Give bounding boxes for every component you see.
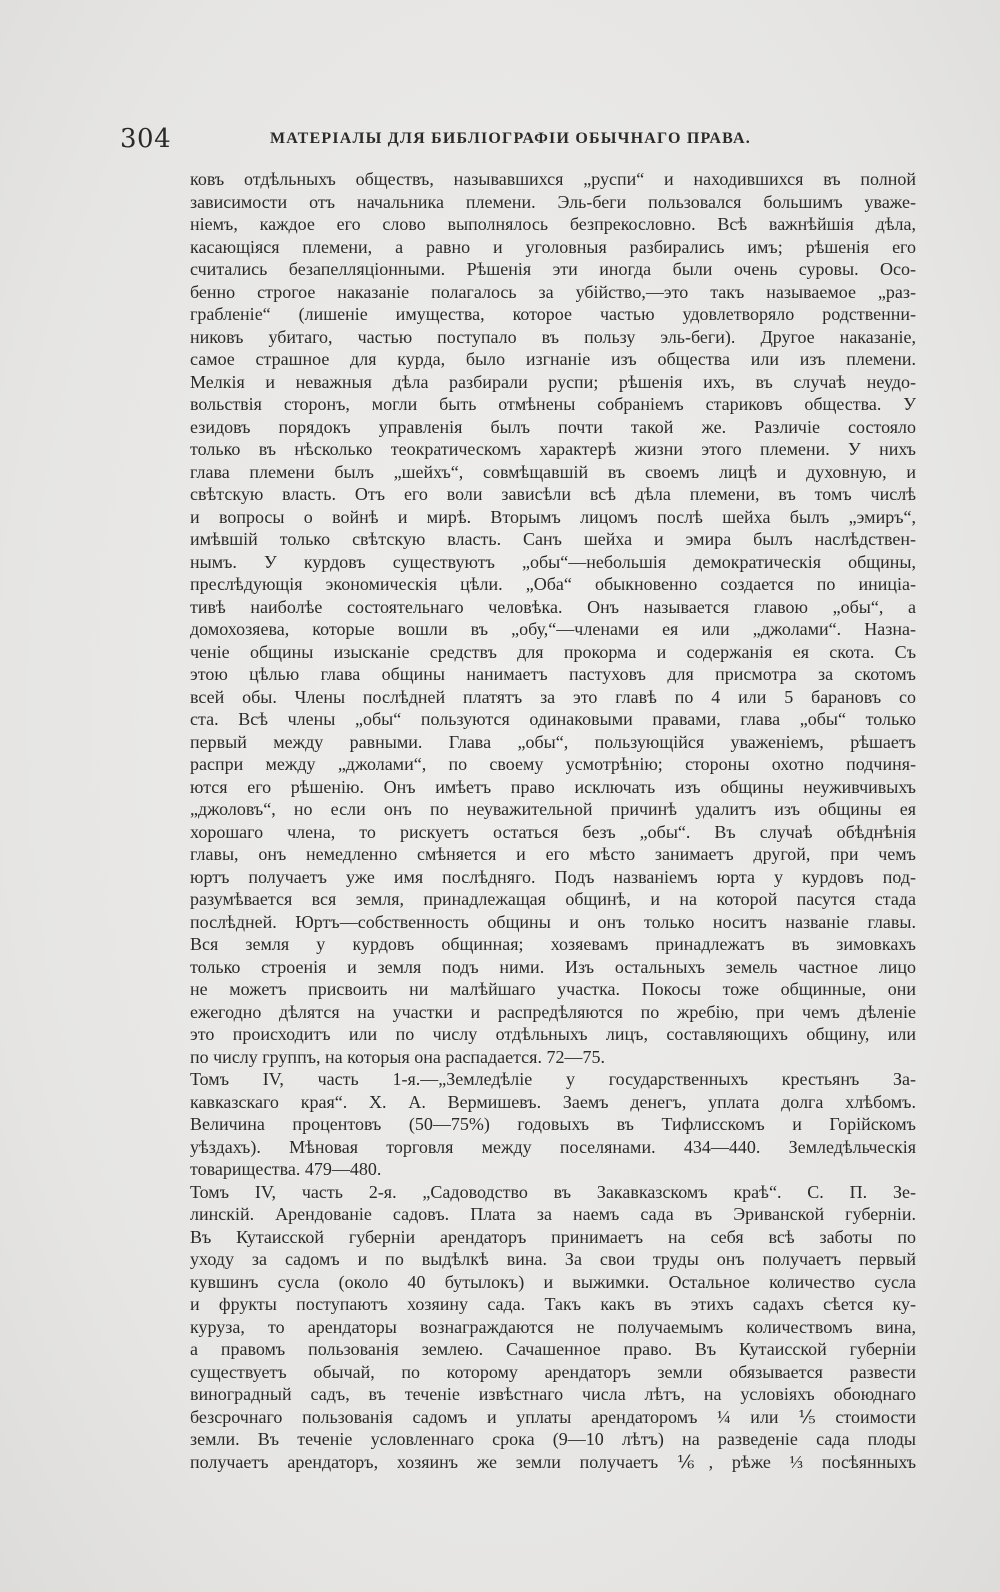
text-line: ніемъ, каждое его слово выполнялось безпрекословно. Всѣ важнѣйшія дѣла,	[190, 214, 916, 234]
text-line: свѣтскую власть. Отъ его воли зависѣли всѣ дѣла племени, въ томъ числѣ	[190, 484, 916, 504]
text-line: самое страшное для курда, было изгнаніе изъ общества или изъ племени.	[190, 349, 916, 369]
text-line: езидовъ порядокъ управленія былъ почти такой же. Различіе состояло	[190, 416, 916, 437]
text-line: Величина процентовъ (50—75%) годовыхъ въ Тифлисскомъ и Горійскомъ	[190, 1114, 916, 1134]
text-line: тивѣ наиболѣе состоятельнаго человѣка. Онъ называется главою „обы“, а	[190, 596, 916, 617]
text-line: касающіяся племени, а равно и уголовныя разбирались имъ; рѣшенія его	[190, 236, 916, 257]
text-line: преслѣдующія экономическія цѣли. „Оба“ обыкновенно создается по иниціа-	[190, 574, 916, 594]
text-line: по числу группъ, на которыя она распадается. 72—75.	[190, 1046, 605, 1067]
text-line: разумѣвается вся земля, принадлежащая общинѣ, и на которой пасутся стада	[190, 889, 916, 909]
text-line: грабленіе“ (лишеніе имущества, которое частью удовлетворяло родственни-	[190, 304, 916, 324]
text-line: послѣдней. Юртъ—собственность общины и онъ только носитъ названіе главы.	[190, 911, 916, 932]
text-line: первый между равными. Глава „обы“, пользующійся уваженіемъ, рѣшаетъ	[190, 731, 916, 752]
text-line: кавказскаго края“. Х. А. Вермишевъ. Заемъ денегъ, уплата долга хлѣбомъ.	[190, 1091, 916, 1112]
text-line: существуетъ обычай, по которому арендаторъ земли обязывается развести	[190, 1361, 916, 1382]
text-line: Томъ IV, часть 1-я.—„Земледѣліе у государственныхъ крестьянъ За-	[190, 1069, 916, 1089]
text-line: куруза, то арендаторы вознаграждаются не получаемымъ количествомъ вина,	[190, 1316, 916, 1337]
text-line: виноградный садъ, въ теченіе извѣстнаго числа лѣтъ, на условіяхъ обоюднаго	[190, 1384, 916, 1404]
text-line: глава племени былъ „шейхъ“, совмѣщавшій въ своемъ лицѣ и духовную, и	[190, 461, 916, 482]
text-line: и фрукты поступаютъ хозяину сада. Такъ какъ въ этихъ садахъ сѣется ку-	[190, 1294, 916, 1314]
text-line: ежегодно дѣлятся на участки и распредѣляются по жребію, при чемъ дѣленіе	[190, 1001, 916, 1022]
text-line: только въ нѣсколько теократическомъ характерѣ жизни этого племени. У нихъ	[190, 439, 916, 459]
text-line: не можетъ присвоить ни малѣйшаго участка. Покосы тоже общинные, они	[190, 979, 916, 999]
text-line: имѣвшій только свѣтскую власть. Санъ шейха и эмира былъ наслѣдствен-	[190, 529, 916, 549]
text-line: только строенія и земля подъ ними. Изъ остальныхъ земель частное лицо	[190, 956, 916, 977]
text-line: всей обы. Члены послѣдней платятъ за это главѣ по 4 или 5 барановъ со	[190, 686, 916, 707]
text-line: земли. Въ теченіе условленнаго срока (9—10 лѣтъ) на разведеніе сада плоды	[190, 1429, 916, 1449]
text-line: ковъ отдѣльныхъ обществъ, называвшихся „руспи“ и находившихся въ полной	[190, 169, 916, 189]
text-line: уѣздахъ). Мѣновая торговля между поселянами. 434—440. Земледѣльческія	[190, 1136, 916, 1157]
text-line: безсрочнаго пользованія садомъ и уплаты арендаторомъ ¼ или ⅕ стоимости	[190, 1406, 916, 1427]
text-line: кувшинъ сусла (около 40 бутылокъ) и выжимки. Остальное количество сусла	[190, 1271, 916, 1292]
text-line: считались безапелляціонными. Рѣшенія эти иногда были очень суровы. Осо-	[190, 259, 916, 279]
text-line: это происходитъ или по числу отдѣльныхъ лицъ, составляющихъ общину, или	[190, 1024, 916, 1044]
page-number: 304	[120, 124, 172, 154]
text-line: домохозяева, которые вошли въ „обу,“—членами ея или „джолами“. Назна-	[190, 619, 916, 639]
text-line: Мелкія и неважныя дѣла разбирали руспи; рѣшенія ихъ, въ случаѣ неудо-	[190, 371, 916, 392]
text-line: а правомъ пользованія землею. Сачашенное право. Въ Кутаисской губерніи	[190, 1339, 916, 1359]
text-line: Вся земля у курдовъ общинная; хозяевамъ принадлежатъ въ зимовкахъ	[190, 934, 916, 954]
body-text	[190, 168, 916, 1473]
text-line: нымъ. У курдовъ существуютъ „обы“—небольшія демократическія общины,	[190, 551, 916, 572]
text-line: юртъ получаетъ уже имя послѣдняго. Подъ названіемъ юрта у курдовъ под-	[190, 866, 916, 887]
text-line: этою цѣлью глава общины нанимаетъ пастуховъ для присмотра за скотомъ	[190, 664, 916, 684]
text-line: линскій. Арендованіе садовъ. Плата за наемъ сада въ Эриванской губерніи.	[190, 1204, 916, 1224]
text-line: товарищества. 479—480.	[190, 1159, 382, 1179]
text-line: никовъ убитаго, частью поступало въ пользу эль-беги). Другое наказаніе,	[190, 326, 916, 347]
text-line: ются его рѣшенію. Онъ имѣетъ право исключать изъ общины неуживчивыхъ	[190, 776, 916, 797]
text-line: ста. Всѣ члены „обы“ пользуются одинаковыми правами, глава „обы“ только	[190, 709, 916, 729]
text-line: Въ Кутаисской губерніи арендаторъ принимаетъ на себя всѣ заботы по	[190, 1226, 916, 1247]
text-line: главы, онъ немедленно смѣняется и его мѣсто занимаетъ другой, при чемъ	[190, 844, 916, 864]
text-line: зависимости отъ начальника племени. Эль-беги пользовался большимъ уваже-	[190, 191, 916, 212]
text-line: и вопросы о войнѣ и мирѣ. Вторымъ лицомъ послѣ шейха былъ „эмиръ“,	[190, 506, 916, 527]
text-line: получаетъ арендаторъ, хозяинъ же земли получаетъ ⅙, рѣже ⅓ посѣянныхъ	[190, 1451, 916, 1472]
text-line: распри между „джолами“, по своему усмотрѣнію; стороны охотно подчиня-	[190, 754, 916, 774]
text-line: ченіе общины изысканіе средствъ для прокорма и содержанія ея скота. Съ	[190, 641, 916, 662]
text-line: вольствія сторонъ, могли быть отмѣнены собраніемъ стариковъ общества. У	[190, 394, 916, 414]
text-line: „джоловъ“, но если онъ по неуважительной причинѣ удалитъ изъ общины ея	[190, 799, 916, 819]
text-line: бенно строгое наказаніе полагалось за убійство,—это такъ называемое „раз-	[190, 281, 916, 302]
page-header	[120, 124, 920, 154]
running-head: МАТЕРІАЛЫ ДЛЯ БИБЛІОГРАФІИ ОБЫЧНАГО ПРАВА.	[270, 130, 751, 147]
text-line: уходу за садомъ и по выдѣлкѣ вина. За свои труды онъ получаетъ первый	[190, 1249, 916, 1269]
text-line: Томъ IV, часть 2-я. „Садоводство въ Закавказскомъ краѣ“. С. П. Зе-	[190, 1181, 916, 1202]
text-line: хорошаго члена, то рискуетъ остаться безъ „обы“. Въ случаѣ обѣднѣнія	[190, 821, 916, 842]
